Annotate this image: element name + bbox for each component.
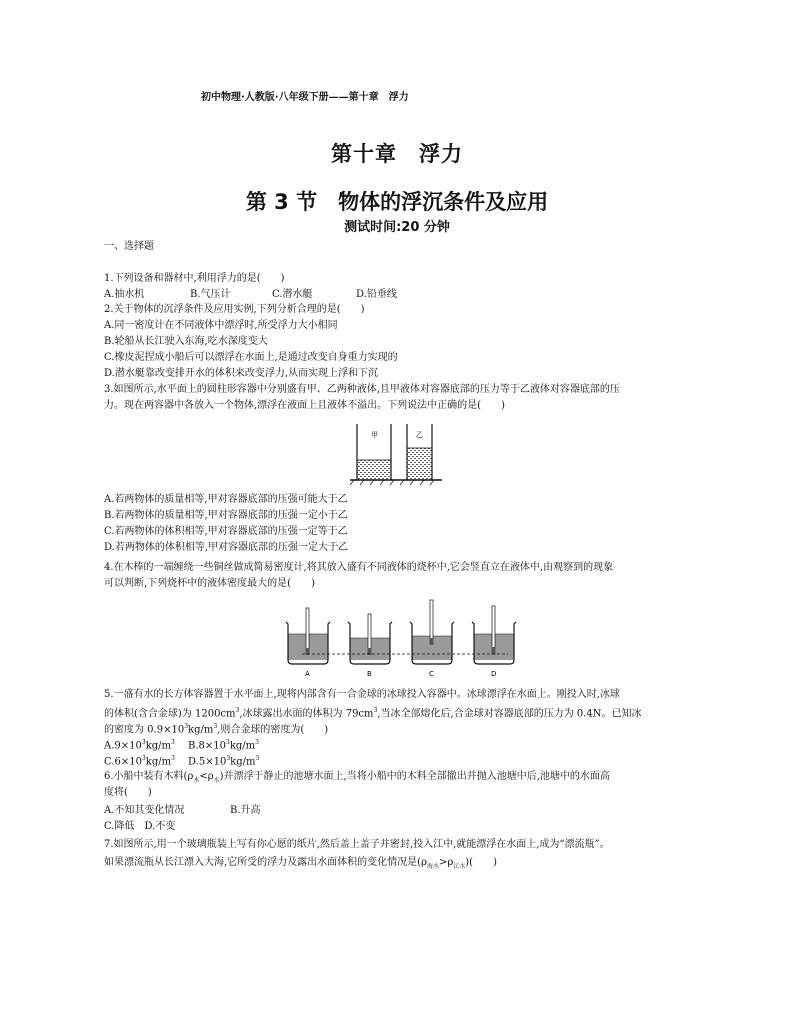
q3-option-d: D.若两物体的体积相等,甲对容器底部的压强一定大于乙 bbox=[104, 542, 349, 553]
q1-options bbox=[104, 288, 397, 302]
q2-option-d: D.潜水艇靠改变排开水的体积来改变浮力,从而实现上浮和下沉 bbox=[104, 368, 379, 379]
q4-beaker-a bbox=[286, 608, 330, 664]
q4-label-c: C bbox=[429, 670, 434, 678]
q2-option-c: C.橡皮泥捏成小船后可以漂浮在水面上,是通过改变自身重力实现的 bbox=[104, 352, 398, 363]
q6-options-ab bbox=[104, 804, 261, 818]
q7-stem-line2: 如果漂流瓶从长江漂入大海,它所受的浮力及露出水面体积的变化情况是$(\rho_{海水}>\rho_{江水})$( ) bbox=[104, 857, 497, 870]
q6-option-b: B.升高 bbox=[230, 805, 261, 816]
q1-option-d: D.铅垂线 bbox=[356, 289, 397, 300]
q3-label-jia: 甲 bbox=[371, 431, 378, 439]
q2-option-a: A.同一密度计在不同液体中漂浮时,所受浮力大小相同 bbox=[104, 320, 338, 331]
q3-option-c: C.若两物体的体积相等,甲对容器底部的压强一定等于乙 bbox=[104, 526, 348, 537]
q5-option-a: $A.9\times 10^3kg/m^3$ bbox=[104, 739, 175, 752]
section-title: 第 3 节 物体的浮沉条件及应用 bbox=[245, 190, 549, 214]
q5-stem-line3: 的密度为 $0.9\times 10^3kg/m^3$,则合金球的密度为( ) bbox=[104, 723, 329, 736]
q6-stem-line1: 6.小船中装有木料$(\rho_木<\rho_水)$并漂浮于静止的池塘水面上,当将小船中的木料全部撤出并抛入池塘中后,池塘中的水面高 bbox=[104, 771, 610, 784]
q6-options-cd: C.降低 D.不变 bbox=[104, 821, 176, 832]
q3-option-a: A.若两物体的质量相等,甲对容器底部的压强可能大于乙 bbox=[104, 494, 348, 505]
q3-stem-line1: 3.如图所示,水平面上的圆柱形容器中分别盛有甲、乙两种液体,且甲液体对容器底部的压力等于乙液体对容器底部的压 bbox=[104, 384, 620, 395]
q1-option-a: A.抽水机 bbox=[104, 289, 145, 300]
q3-containers-figure bbox=[344, 420, 448, 488]
header-course-info: 初中物理·人教版·八年级下册——第十章 浮力 bbox=[201, 92, 409, 103]
part-heading: 一、选择题 bbox=[104, 241, 154, 252]
q4-label-d: D bbox=[491, 670, 497, 678]
q4-beakers-figure bbox=[282, 598, 518, 680]
test-time: 测试时间:20 分钟 bbox=[344, 220, 450, 235]
q4-beaker-d bbox=[472, 606, 516, 664]
q3-liquid-yi bbox=[407, 448, 432, 479]
q6-option-a: A.不知其变化情况 bbox=[104, 805, 185, 816]
q4-beaker-c bbox=[410, 600, 454, 664]
q5-option-b: $B.8\times 10^3kg/m^3$ bbox=[188, 739, 259, 752]
q3-stem-line2: 力。现在两容器中各放入一个物体,漂浮在液面上且液体不溢出。下列说法中正确的是( ) bbox=[104, 400, 505, 411]
q4-stem-line1: 4.在木棒的一端缠绕一些铜丝做成简易密度计,将其放入盛有不同液体的烧杯中,它会竖直立在液体中,由观察到的现象 bbox=[104, 562, 614, 573]
q6-stem-line2: 度将( ) bbox=[104, 787, 152, 798]
q5-stem-line2: 的体积(含合金球)为 $1200cm^3$,冰球露出水面的体积为 $79cm^3$,当冰全部熔化后,合金球对容器底部的压力为 0.4N。已知冰 bbox=[104, 707, 642, 720]
q5-option-c: $C.6\times 10^3kg/m^3$ bbox=[104, 755, 175, 768]
q4-stem-line2: 可以判断,下列烧杯中的液体密度最大的是( ) bbox=[104, 578, 315, 589]
q3-liquid-jia bbox=[357, 460, 391, 479]
chapter-title: 第十章 浮力 bbox=[331, 142, 463, 166]
q3-label-yi: 乙 bbox=[416, 431, 423, 439]
q4-label-b: B bbox=[367, 670, 372, 678]
q7-stem-line1: 7.如图所示,用一个玻璃瓶装上写有你心愿的纸片,然后盖上盖子并密封,投入江中,就能漂浮在水面上,成为“漂流瓶”。 bbox=[104, 839, 610, 850]
q4-label-a: A bbox=[305, 670, 310, 678]
q5-option-d: $D.5\times 10^3kg/m^3$ bbox=[188, 755, 260, 768]
q5-options-cd bbox=[104, 752, 259, 769]
q3-option-b: B.若两物体的质量相等,甲对容器底部的压强一定小于乙 bbox=[104, 510, 348, 521]
q2-stem: 2.关于物体的沉浮条件及应用实例,下列分析合理的是( ) bbox=[104, 304, 365, 315]
q5-options-ab bbox=[104, 736, 259, 753]
q1-option-b: B.气压计 bbox=[190, 289, 231, 300]
q5-stem-line1: 5.一盛有水的长方体容器置于水平面上,现将内部含有一合金球的冰球投入容器中。冰球漂浮在水面上。刚投入时,冰球 bbox=[104, 689, 620, 700]
q2-option-b: B.轮船从长江驶入东海,吃水深度变大 bbox=[104, 336, 268, 347]
q1-option-c: C.潜水艇 bbox=[272, 289, 313, 300]
q4-beaker-b bbox=[348, 614, 392, 664]
q1-stem: 1.下列设备和器材中,利用浮力的是( ) bbox=[104, 273, 285, 284]
